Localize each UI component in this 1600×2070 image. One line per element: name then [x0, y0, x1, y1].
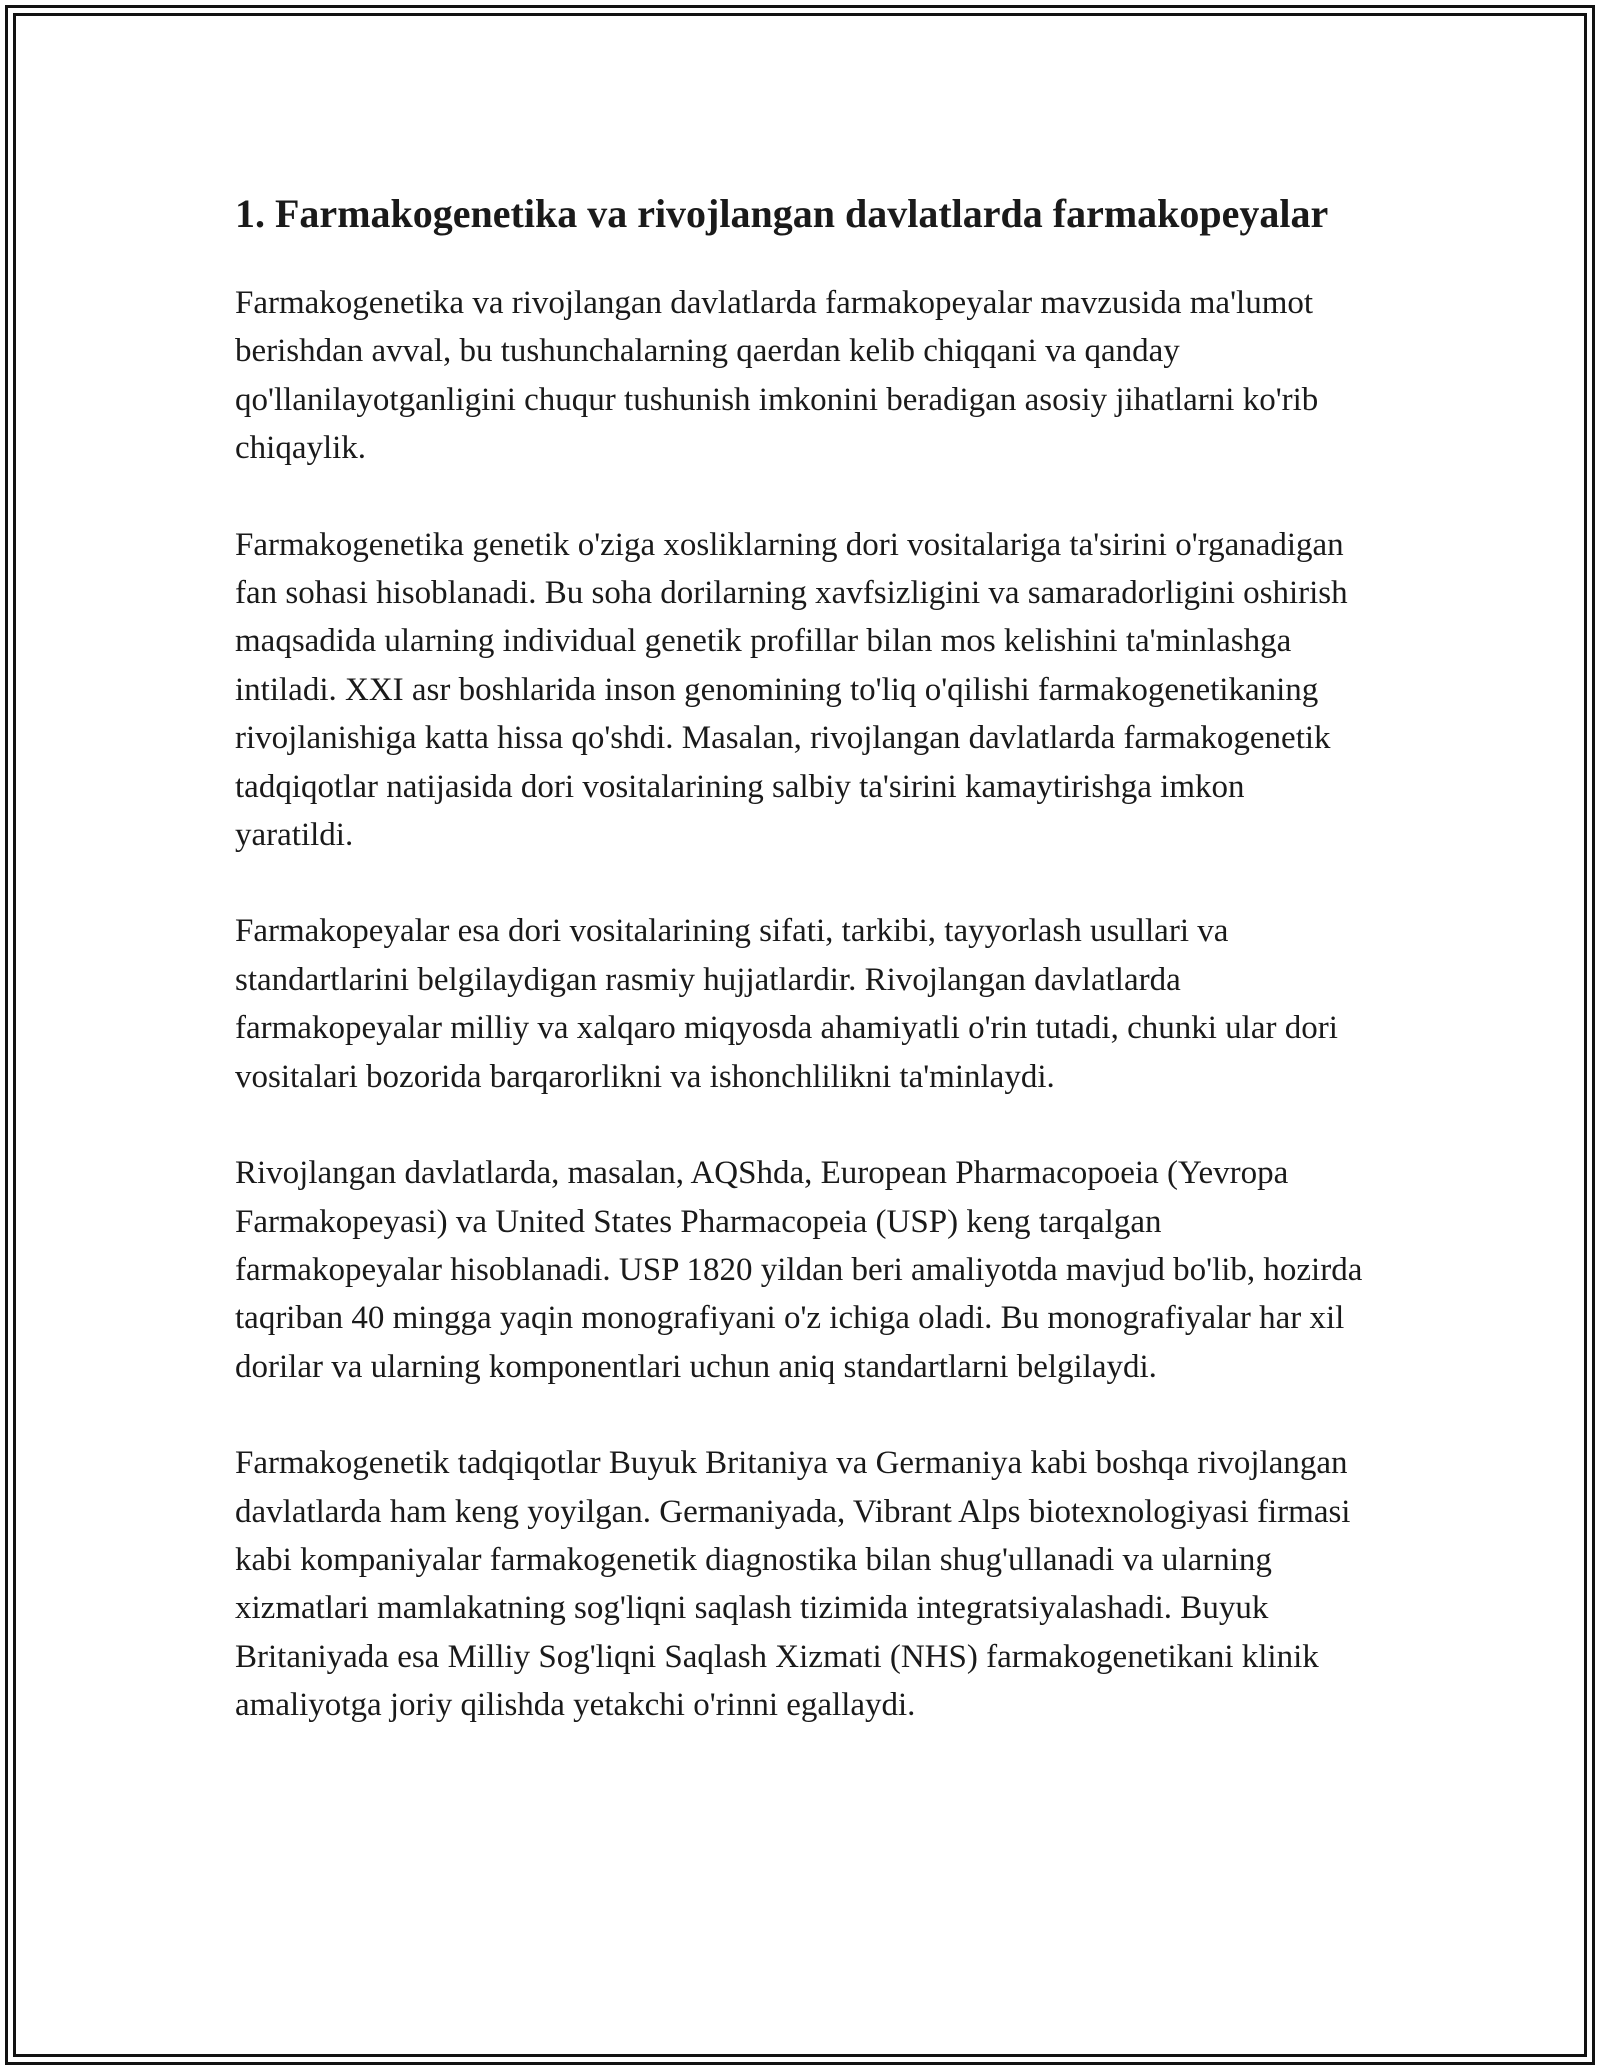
paragraph-pharmacopoeias: Farmakopeyalar esa dori vositalarining sifati, tarkibi, tayyorlash usullari va standartlarini belgilaydigan rasmiy hujjatlardir. Rivojlangan davlatlarda farmakopeyalar milliy va xalqaro miqyosda ahamiyatli o'rin tutadi, chunki ular dori vositalari bozorida barqarorlikni va ishonchlilikni ta'minlaydi.: [235, 913, 1338, 1095]
paragraph-uk-germany: Farmakogenetik tadqiqotlar Buyuk Britaniya va Germaniya kabi boshqa rivojlangan davlatlarda ham keng yoyilgan. Germaniyada, Vibrant Alps biotexnologiyasi firmasi kabi kompaniyalar farmakogenetik diagnostika bilan shug'ullanadi va ularning xizmatlari mamlakatning sog'liqni saqlash tizimida integratsiyalashadi. Buyuk Britaniyada esa Milliy Sog'liqni Saqlash Xizmati (NHS) farmakogenetikani klinik amaliyotga joriy qilishda yetakchi o'rinni egallaydi.: [235, 1445, 1351, 1724]
document-body: [235, 186, 1370, 1730]
paragraph-pharmacogenetics: Farmakogenetika genetik o'ziga xosliklarning dori vositalariga ta'sirini o'rganadigan fan sohasi hisoblanadi. Bu soha dorilarning xavfsizligini va samaradorligini oshirish maqsadida ularning individual genetik profillar bilan mos kelishini ta'minlashga intiladi. XXI asr boshlarida inson genomining to'liq o'qilishi farmakogenetikaning rivojlanishiga katta hissa qo'shdi. Masalan, rivojlangan davlatlarda farmakogenetik tadqiqotlar natijasida dori vositalarining salbiy ta'sirini kamaytirishga imkon yaratildi.: [235, 526, 1348, 854]
paragraph-usp: Rivojlangan davlatlarda, masalan, AQShda, European Pharmacopoeia (Yevropa Farmakopeyasi) va United States Pharmacopeia (USP) keng tarqalgan farmakopeyalar hisoblanadi. USP 1820 yildan beri amaliyotda mavjud bo'lib, hozirda taqriban 40 mingga yaqin monografiyani o'z ichiga oladi. Bu monografiyalar har xil dorilar va ularning komponentlari uchun aniq standartlarni belgilaydi.: [235, 1155, 1363, 1385]
paragraph-intro: Farmakogenetika va rivojlangan davlatlarda farmakopeyalar mavzusida ma'lumot berishdan avval, bu tushunchalarning qaerdan kelib chiqqani va qanday qo'llanilayotganligini chuqur tushunish imkonini beradigan asosiy jihatlarni ko'rib chiqaylik.: [235, 285, 1319, 467]
page-title: 1. Farmakogenetika va rivojlangan davlatlarda farmakopeyalar: [235, 191, 1329, 236]
